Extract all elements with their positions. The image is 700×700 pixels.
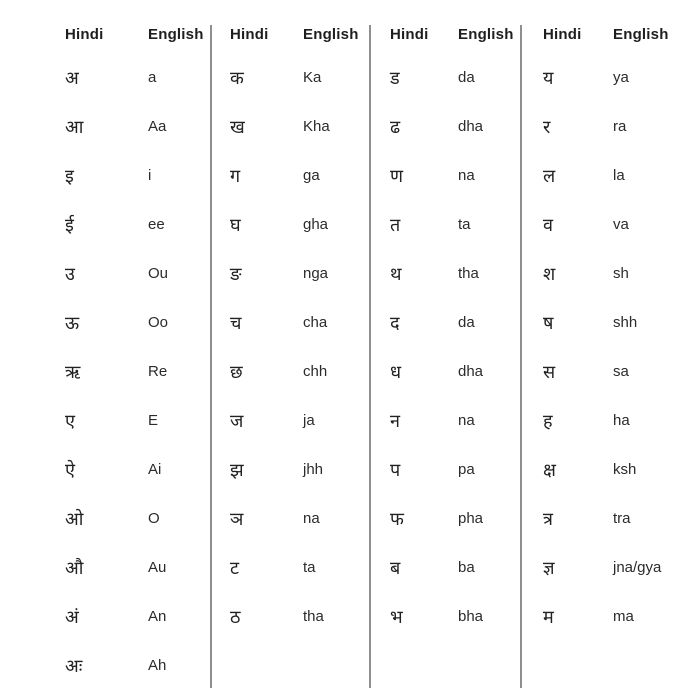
english-transliteration: na — [458, 412, 475, 429]
letter-rows — [543, 53, 698, 641]
letter-row — [65, 445, 211, 494]
hindi-letter: ऋ — [65, 361, 81, 382]
hindi-letter: ओ — [65, 508, 84, 529]
hindi-letter: छ — [230, 361, 243, 382]
english-transliteration: Re — [148, 363, 168, 380]
hindi-letter: उ — [65, 263, 75, 284]
hindi-letter: ए — [65, 410, 75, 431]
letter-row — [390, 53, 520, 102]
english-transliteration: sa — [613, 363, 629, 380]
letter-row — [65, 396, 211, 445]
letter-row — [390, 298, 520, 347]
hindi-letter: झ — [230, 459, 244, 480]
letter-row — [230, 53, 370, 102]
english-transliteration: Kha — [303, 118, 330, 135]
english-transliteration: la — [613, 167, 625, 184]
hindi-letter: इ — [65, 165, 74, 186]
hindi-letter: द — [390, 312, 400, 333]
hindi-letter: फ — [390, 508, 404, 529]
letter-row — [230, 298, 370, 347]
hindi-column-header: Hindi — [230, 25, 269, 43]
letter-row — [543, 347, 698, 396]
hindi-letter: ष — [543, 312, 554, 333]
letter-row — [390, 249, 520, 298]
letter-row — [390, 200, 520, 249]
hindi-letter: त — [390, 214, 401, 235]
hindi-letter: ऊ — [65, 312, 80, 333]
hindi-letter: ढ — [390, 116, 401, 137]
hindi-letter: ज्ञ — [543, 557, 555, 578]
english-transliteration: tha — [458, 265, 479, 282]
hindi-letter: ल — [543, 165, 556, 186]
letter-row — [390, 347, 520, 396]
hindi-letter: घ — [230, 214, 241, 235]
column-divider — [210, 25, 212, 688]
hindi-letter: ण — [390, 165, 404, 186]
letter-row — [543, 396, 698, 445]
english-transliteration: An — [148, 608, 167, 625]
english-transliteration: pha — [458, 510, 484, 527]
english-transliteration: Ah — [148, 657, 167, 674]
hindi-letter: म — [543, 606, 554, 627]
hindi-letter: ध — [390, 361, 402, 382]
hindi-letter: ह — [543, 410, 553, 431]
letter-row — [230, 445, 370, 494]
letter-row — [390, 494, 520, 543]
english-transliteration: O — [148, 510, 160, 527]
hindi-letter: ऐ — [65, 459, 75, 480]
letter-row — [230, 592, 370, 641]
english-transliteration: dha — [458, 363, 484, 380]
hindi-letter: न — [390, 410, 400, 431]
letter-row — [543, 592, 698, 641]
english-transliteration: ga — [303, 167, 320, 184]
english-transliteration: ba — [458, 559, 475, 576]
english-transliteration: a — [148, 69, 157, 86]
english-transliteration: Ka — [303, 69, 322, 86]
hindi-letter: भ — [390, 606, 403, 627]
letter-row — [543, 494, 698, 543]
english-transliteration: jhh — [303, 461, 324, 478]
letter-row — [390, 151, 520, 200]
hindi-letter: ज — [230, 410, 244, 431]
hindi-column-header: Hindi — [543, 25, 582, 43]
group-header — [390, 15, 520, 53]
english-transliteration: Ou — [148, 265, 169, 282]
letter-row — [230, 347, 370, 396]
hindi-letter: ग — [230, 165, 241, 186]
letter-row — [543, 298, 698, 347]
english-transliteration: chh — [303, 363, 328, 380]
hindi-letter: व — [543, 214, 554, 235]
hindi-letter: ख — [230, 116, 245, 137]
hindi-column-header: Hindi — [390, 25, 429, 43]
letter-row — [230, 102, 370, 151]
english-transliteration: tra — [613, 510, 631, 527]
hindi-letter: ठ — [230, 606, 241, 627]
letter-row — [65, 102, 211, 151]
letter-row — [543, 200, 698, 249]
english-transliteration: pa — [458, 461, 475, 478]
letter-row — [65, 641, 211, 690]
hindi-letter: ङ — [230, 263, 242, 284]
hindi-letter: अं — [65, 606, 79, 627]
english-transliteration: da — [458, 314, 475, 331]
letter-row — [390, 396, 520, 445]
english-transliteration: na — [303, 510, 320, 527]
letter-row — [390, 102, 520, 151]
hindi-letter: औ — [65, 557, 84, 578]
column-divider — [520, 25, 522, 688]
letter-row — [230, 249, 370, 298]
hindi-letter: आ — [65, 116, 84, 137]
english-transliteration: i — [148, 167, 152, 184]
english-transliteration: E — [148, 412, 159, 429]
letter-row — [390, 592, 520, 641]
hindi-letter: प — [390, 459, 401, 480]
letter-row — [543, 445, 698, 494]
hindi-letter: श — [543, 263, 556, 284]
english-transliteration: jna/gya — [613, 559, 662, 576]
english-column-header: English — [613, 25, 669, 43]
english-transliteration: va — [613, 216, 629, 233]
english-transliteration: ma — [613, 608, 634, 625]
english-transliteration: Oo — [148, 314, 169, 331]
hindi-letter: अ — [65, 67, 79, 88]
english-transliteration: tha — [303, 608, 324, 625]
english-column-header: English — [303, 25, 359, 43]
column-group-ka-tha — [230, 15, 370, 641]
letter-row — [65, 494, 211, 543]
hindi-column-header: Hindi — [65, 25, 104, 43]
hindi-letter: च — [230, 312, 242, 333]
letter-row — [65, 249, 211, 298]
letter-row — [390, 445, 520, 494]
hindi-letter: क — [230, 67, 244, 88]
letter-row — [230, 151, 370, 200]
group-header — [543, 15, 698, 53]
letter-row — [230, 543, 370, 592]
group-header — [65, 15, 211, 53]
letter-row — [65, 151, 211, 200]
column-group-vowels — [65, 15, 211, 690]
english-transliteration: nga — [303, 265, 329, 282]
english-transliteration: dha — [458, 118, 484, 135]
english-transliteration: ja — [303, 412, 315, 429]
hindi-letter: ट — [230, 557, 240, 578]
letter-row — [543, 102, 698, 151]
hindi-letter: क्ष — [543, 459, 556, 480]
hindi-letter: ई — [65, 214, 74, 235]
english-transliteration: da — [458, 69, 475, 86]
english-transliteration: ta — [303, 559, 316, 576]
letter-row — [543, 543, 698, 592]
letter-row — [65, 200, 211, 249]
column-group-ya-ma — [543, 15, 698, 641]
letter-rows — [390, 53, 520, 641]
hindi-letter: र — [543, 116, 551, 137]
english-transliteration: ha — [613, 412, 630, 429]
column-divider — [369, 25, 371, 688]
letter-row — [65, 53, 211, 102]
hindi-letter: ड — [390, 67, 400, 88]
letter-row — [390, 543, 520, 592]
group-header — [230, 15, 370, 53]
english-column-header: English — [458, 25, 514, 43]
english-transliteration: Ai — [148, 461, 162, 478]
letter-row — [65, 347, 211, 396]
english-transliteration: ra — [613, 118, 627, 135]
letter-row — [543, 53, 698, 102]
english-column-header: English — [148, 25, 204, 43]
english-transliteration: ya — [613, 69, 629, 86]
hindi-letter: ब — [390, 557, 401, 578]
english-transliteration: Aa — [148, 118, 167, 135]
hindi-letter: ञ — [230, 508, 244, 529]
english-transliteration: na — [458, 167, 475, 184]
hindi-letter: त्र — [543, 508, 553, 529]
hindi-letter: स — [543, 361, 556, 382]
letter-row — [230, 396, 370, 445]
english-transliteration: ta — [458, 216, 471, 233]
letter-row — [65, 592, 211, 641]
letter-rows — [230, 53, 370, 641]
letter-row — [230, 494, 370, 543]
letter-row — [230, 200, 370, 249]
english-transliteration: cha — [303, 314, 328, 331]
english-transliteration: ksh — [613, 461, 637, 478]
english-transliteration: gha — [303, 216, 329, 233]
english-transliteration: Au — [148, 559, 167, 576]
letter-row — [543, 249, 698, 298]
hindi-letter: अः — [65, 655, 83, 676]
hindi-letter: य — [543, 67, 554, 88]
column-group-da-bha — [390, 15, 520, 641]
english-transliteration: shh — [613, 314, 638, 331]
english-transliteration: bha — [458, 608, 484, 625]
english-transliteration: ee — [148, 216, 165, 233]
english-transliteration: sh — [613, 265, 629, 282]
hindi-letter: थ — [390, 263, 402, 284]
letter-row — [65, 543, 211, 592]
letter-row — [543, 151, 698, 200]
letter-rows — [65, 53, 211, 690]
letter-row — [65, 298, 211, 347]
